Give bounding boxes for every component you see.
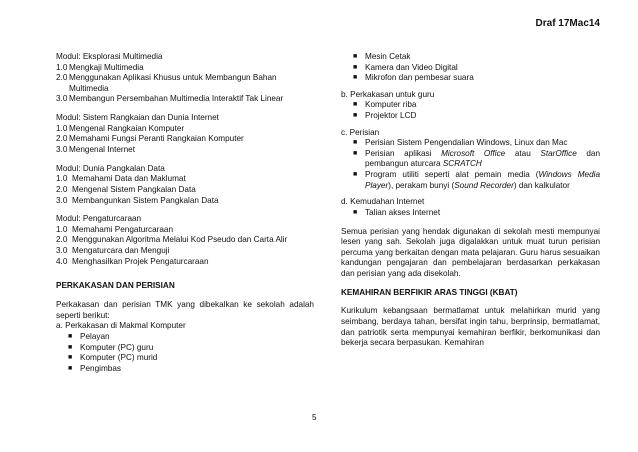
list-item: 4.0 Menghasilkan Projek Pengaturcaraan [56,256,209,266]
list-item: 3.0 Membangunkan Sistem Pangkalan Data [56,195,219,205]
list-item: ■ Pengimbas [68,363,121,373]
bullet-icon: ■ [353,208,358,216]
list-item: 3.0 Mengaturcara dan Menguji [56,246,170,256]
list-item: ■ Talian akses Internet [353,207,441,217]
list-item: ■ Pelayan [68,332,110,341]
bullet-icon: ■ [353,149,358,157]
module-title: Modul: Pengaturcaraan [56,214,142,224]
subheading-b: b. Perkakasan untuk guru [341,89,435,99]
subheading-c: c. Perisian [341,127,380,137]
subheading-a: a. Perkakasan di Makmal Komputer [56,321,186,331]
software-list [341,138,600,191]
module-title: Modul: Dunia Pangkalan Data [56,163,165,173]
list-item: ■ Perisian Sistem Pengendalian Windows, Linux dan Mac [353,138,568,148]
hardware-list [56,332,314,374]
subheading-d: d. Kemudahan Internet [341,197,425,207]
list-item: ■ Komputer riba [353,100,417,110]
bullet-icon: ■ [353,53,358,60]
bullet-icon: ■ [353,170,358,178]
list-item: 1.0 Memahami Pengaturcaraan [56,224,174,234]
list-item: ■ Kamera dan Video Digital [353,62,458,72]
bullet-icon: ■ [353,63,358,71]
internet-list [341,208,600,219]
list-item: ■ Projektor LCD [353,110,417,120]
list-item: ■ Perisian aplikasi Microsoft Office atau StarOffice dan pembangun aturcara SCRATCH [353,148,601,169]
module-title: Modul: Eksplorasi Multimedia [56,52,163,61]
section-heading-kbat: KEMAHIRAN BERFIKIR ARAS TINGGI (KBAT) [341,287,518,297]
hardware-list-continued [341,52,600,84]
list-item: 2.0 Mengenal Sistem Pangkalan Data [56,184,196,194]
list-item: 1.0 Mengkaji Multimedia [56,62,144,72]
list-item: 3.0 Membangun Persembahan Multimedia Interaktif Tak Linear [56,94,284,104]
module-title: Modul: Sistem Rangkaian dan Dunia Internet [56,113,219,123]
bullet-icon: ■ [68,333,73,340]
bullet-icon: ■ [353,139,358,147]
kbat-paragraph: Kurikulum kebangsaan bermatlamat untuk melahirkan murid yang seimbang, berdaya tahan, bersifat ingin tahu, berprinsip, bermatlamat, dan patriotik serta mempunyai kemahiran berfikir, berkomunikasi dan bekerja secara berpasukan. Kemahiran [341,306,600,348]
page-number: 5 [312,413,317,422]
software-paragraph: Semua perisian yang hendak digunakan di sekolah mesti mempunyai lesen yang sah. Sekolah juga digalakkan untuk muat turun perisian percuma yang berkaitan dengan mata pelajaran. Guru harus sesuaikan kandungan pengajaran dan pembelajaran berdasarkan perkakasan dan perisian yang ada disekolah. [341,226,600,278]
bullet-icon: ■ [68,354,73,362]
list-item: 2.0 Menggunakan Aplikasi Khusus untuk Membangun Bahan Multimedia [56,73,277,93]
list-item: ■ Mesin Cetak [353,52,411,61]
list-item: 1.0 Memahami Data dan Maklumat [56,174,186,184]
list-item: ■ Komputer (PC) guru [68,342,154,352]
list-item: ■ Program utiliti seperti alat pemain media (Windows Media Player), perakam bunyi (Sound Recorder) dan kalkulator [353,169,601,190]
bullet-icon: ■ [353,101,358,109]
right-column [341,52,600,349]
draft-label: Draf 17Mac14 [535,18,600,29]
list-item: ■ Komputer (PC) murid [68,353,158,363]
list-item: 2.0 Menggunakan Algoritma Melalui Kod Pseudo dan Carta Alir [56,235,288,245]
left-column [56,52,314,374]
section-heading: PERKAKASAN DAN PERISIAN [56,281,175,291]
list-item: 3.0 Mengenal Internet [56,144,135,154]
teacher-hardware-list [341,100,600,121]
list-item: ■ Mikrofon dan pembesar suara [353,73,474,83]
bullet-icon: ■ [68,343,73,351]
bullet-icon: ■ [68,364,73,372]
bullet-icon: ■ [353,111,358,119]
bullet-icon: ■ [353,74,358,82]
intro-paragraph: Perkakasan dan perisian TMK yang dibekalkan ke sekolah adalah seperti berikut: [56,300,314,320]
list-item: 1.0 Mengenal Rangkaian Komputer [56,123,185,133]
list-item: 2.0 Memahami Fungsi Peranti Rangkaian Komputer [56,134,244,144]
